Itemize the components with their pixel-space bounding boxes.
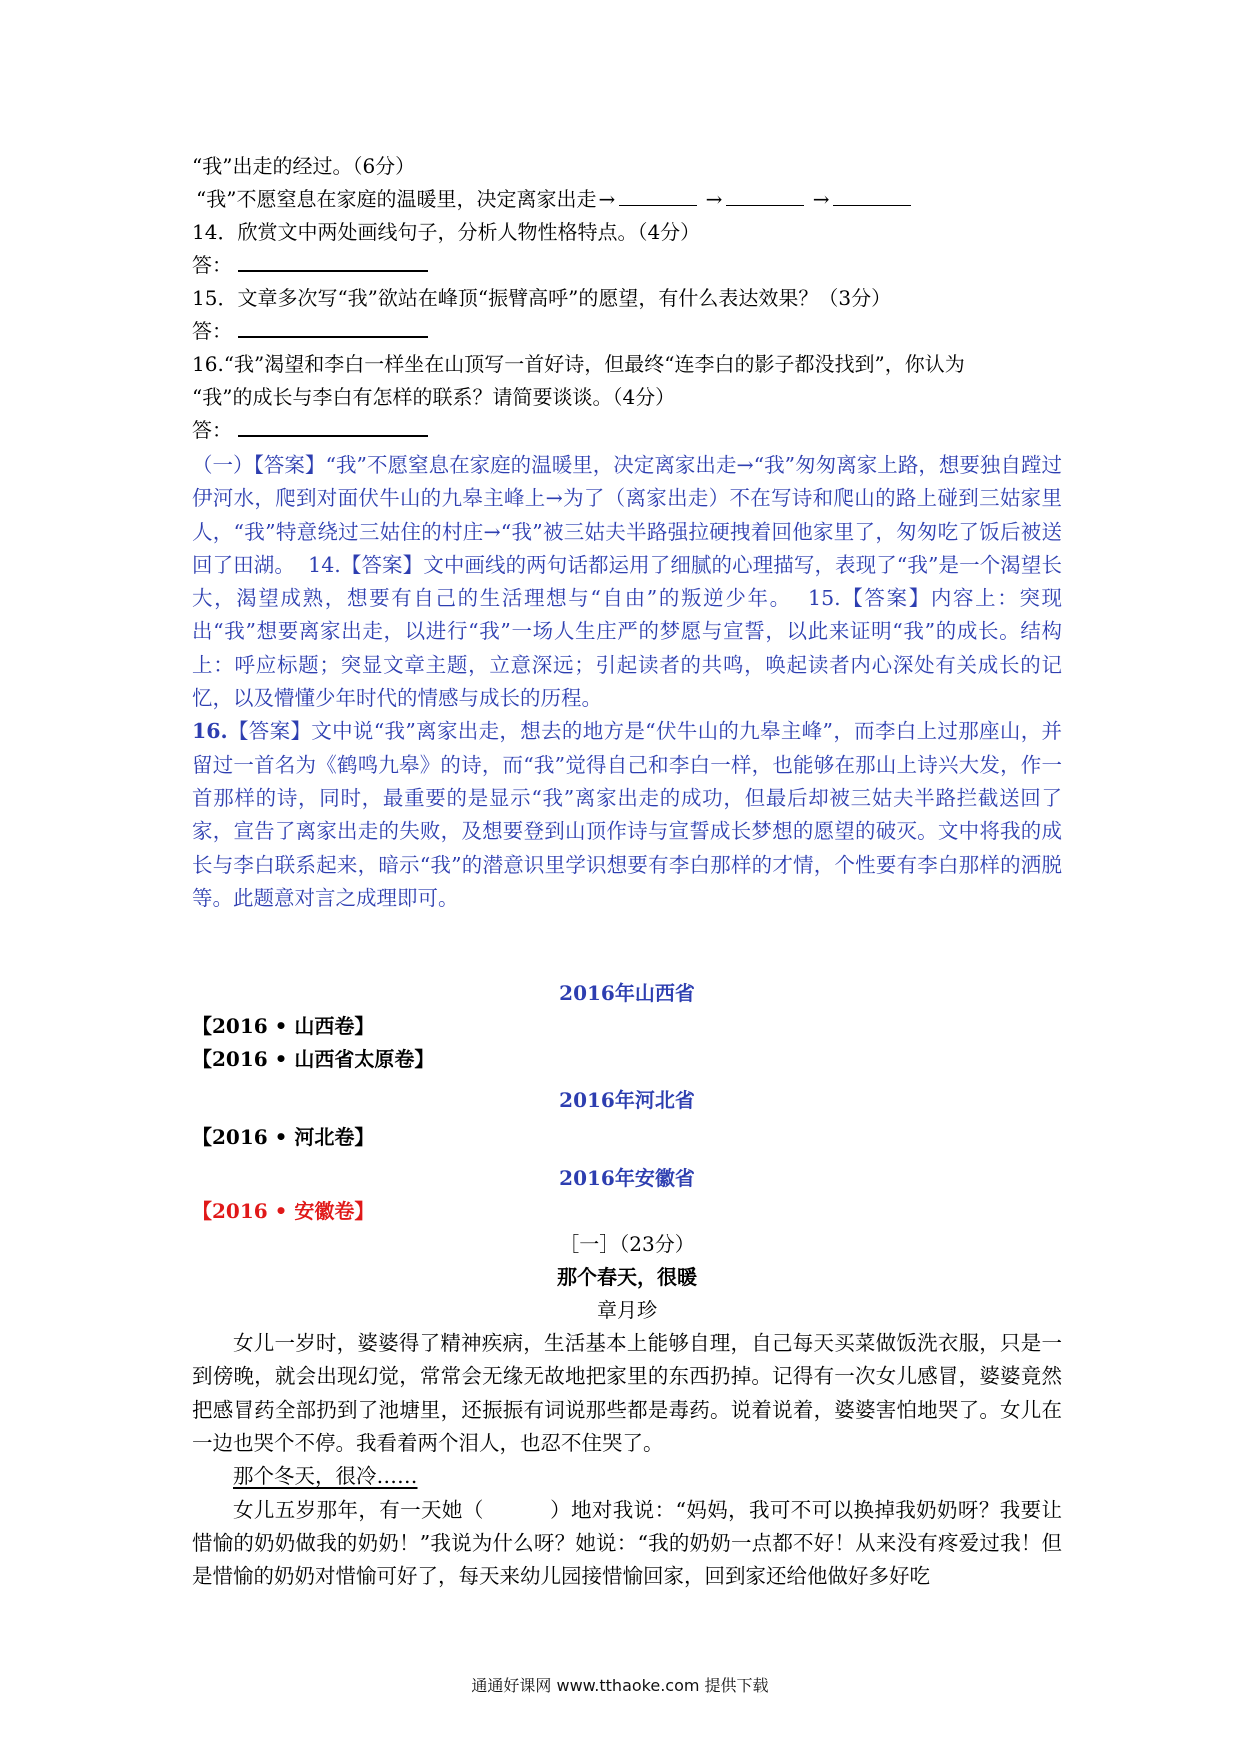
question-13-fill-line (192, 183, 1062, 216)
shanxi-volume-label: 【2016 • 山西卷】 (192, 1014, 375, 1039)
question-16-text-1: 16.“我”渴望和李白一样坐在山顶写一首好诗，但最终“连李白的影子都没找到”，你认为 (192, 352, 965, 376)
document-page (192, 150, 1062, 1594)
fill-blank-1[interactable] (619, 185, 697, 206)
fill-blank-3[interactable] (833, 185, 911, 206)
question-14-text: 14．欣赏文中两处画线句子，分析人物性格特点。（4分） (192, 220, 701, 244)
arrow-3: → (812, 187, 830, 211)
underlined-sentence: 那个冬天，很冷…… (233, 1464, 418, 1489)
paragraph-3-start: 女儿五岁那年，有一天她（ (233, 1497, 484, 1522)
answer-13-14-15 (192, 449, 1062, 715)
shanxi-section-title: 2016年山西省 (559, 981, 695, 1006)
answer-tag: 【答案】 (340, 552, 424, 577)
taiyuan-volume-label: 【2016 • 山西省太原卷】 (192, 1047, 435, 1072)
answer-tag: 【答案】 (227, 719, 312, 744)
arrow-1: → (598, 187, 616, 211)
answer-line-15[interactable] (238, 316, 428, 338)
article-paragraph-3 (192, 1494, 1062, 1594)
question-15-answer (192, 315, 1062, 348)
fill-blank-2[interactable] (726, 185, 804, 206)
answer-label: 答： (192, 418, 232, 442)
question-14-answer (192, 249, 1062, 282)
part-label: ［一］（23分） (559, 1232, 695, 1257)
answer-16 (192, 715, 1062, 915)
answer-13-body: “我”不愿窒息在家庭的温暖里，决定离家出走→“我”匆匆离家上路，想要独自蹚过伊河水，爬到对面伏牛山的九皋主峰上→为了（离家出走）不在写诗和爬山的路上碰到三姑家里人，“我”特意绕过三姑住的村庄→“我”被三姑夫半路强拉硬拽着回他家里了，匆匆吃了饭后被送回了田湖。 (192, 453, 1063, 577)
hebei-volume-label: 【2016 • 河北卷】 (192, 1125, 375, 1150)
answer-15-num: 15. (808, 586, 841, 611)
section-spacer (192, 915, 1062, 977)
article-author: 章月珍 (597, 1298, 657, 1323)
answer-tag: 【答案】 (840, 586, 931, 611)
paragraph-3-rest: ）地对我说：“妈妈，我可不可以换掉我奶奶呀？我要让惜愉的奶奶做我的奶奶！”我说为什么呀？她说：“我的奶奶一点都不好！从来没有疼爱过我！但是惜愉的奶奶对惜愉可好了，每天来幼儿园接惜愉回家，回到家还给他做好多好吃 (192, 1497, 1063, 1589)
page-footer: 通通好课网 www.tthaoke.com 提供下载 (471, 1676, 769, 1695)
answer-14-num: 14. (308, 552, 341, 577)
question-16-text-2: “我”的成长与李白有怎样的联系？请简要谈谈。（4分） (192, 385, 676, 409)
article-title: 那个春天，很暖 (557, 1265, 697, 1290)
question-15-text: 15．文章多次写“我”欲站在峰顶“振臂高呼”的愿望，有什么表达效果？（3分） (192, 286, 892, 310)
answer-14-body: 文中画线的两句话都运用了细腻的心理描写，表现了“我”是一个渴望长大，渴望成熟，想要有自己的生活理想与“自由”的叛逆少年。 (192, 552, 1062, 611)
hebei-section-title: 2016年河北省 (559, 1088, 695, 1113)
article-paragraph-2 (192, 1460, 1062, 1493)
answer-label: 答： (192, 319, 232, 343)
answer-16-num: 16. (192, 719, 228, 744)
anhui-volume-label: 【2016 • 安徽卷】 (192, 1199, 375, 1224)
answer-key (192, 449, 1062, 915)
answer-16-body: 文中说“我”离家出走，想去的地方是“伏牛山的九皋主峰”，而李白上过那座山，并留过一首名为《鹤鸣九皋》的诗，而“我”觉得自己和李白一样，也能够在那山上诗兴大发，作一首那样的诗，同时，最重要的是显示“我”离家出走的成功，但最后却被三姑夫半路拦截送回了家，宣告了离家出走的失败，及想要登到山顶作诗与宣誓成长梦想的愿望的破灭。文中将我的成长与李白联系起来，暗示“我”的潜意识里学识想要有李白那样的才情，个性要有李白那样的洒脱等。此题意对言之成理即可。 (192, 719, 1063, 910)
answer-line-16[interactable] (238, 415, 428, 437)
answer-tag: 【答案】 (253, 453, 326, 477)
answer-line-14[interactable] (238, 250, 428, 272)
question-16-answer (192, 414, 1062, 447)
question-13-lead: “我”不愿窒息在家庭的温暖里，决定离家出走 (196, 187, 597, 211)
article-paragraph-1: 女儿一岁时，婆婆得了精神疾病，生活基本上能够自理，自己每天买菜做饭洗衣服，只是一到傍晚，就会出现幻觉，常常会无缘无故地把家里的东西扔掉。记得有一次女儿感冒，婆婆竟然把感冒药全部扔到了池塘里，还振振有词说那些都是毒药。说着说着，婆婆害怕地哭了。女儿在一边也哭个不停。我看着两个泪人，也忍不住哭了。 (192, 1331, 1062, 1456)
answer-label: 答： (192, 253, 232, 277)
answer-13-prefix: （一） (192, 453, 254, 477)
answer-15-body: 内容上：突现出“我”想要离家出走，以进行“我”一场人生庄严的梦愿与宣誓，以此来证明“我”的成长。结构上：呼应标题；突显文章主题，立意深远；引起读者的共鸣，唤起读者内心深处有关成长的记忆，以及懵懂少年时代的情感与成长的历程。 (192, 586, 1062, 711)
question-13-text: “我”出走的经过。（6分） (192, 154, 416, 178)
arrow-2: → (705, 187, 723, 211)
anhui-section-title: 2016年安徽省 (559, 1166, 695, 1191)
